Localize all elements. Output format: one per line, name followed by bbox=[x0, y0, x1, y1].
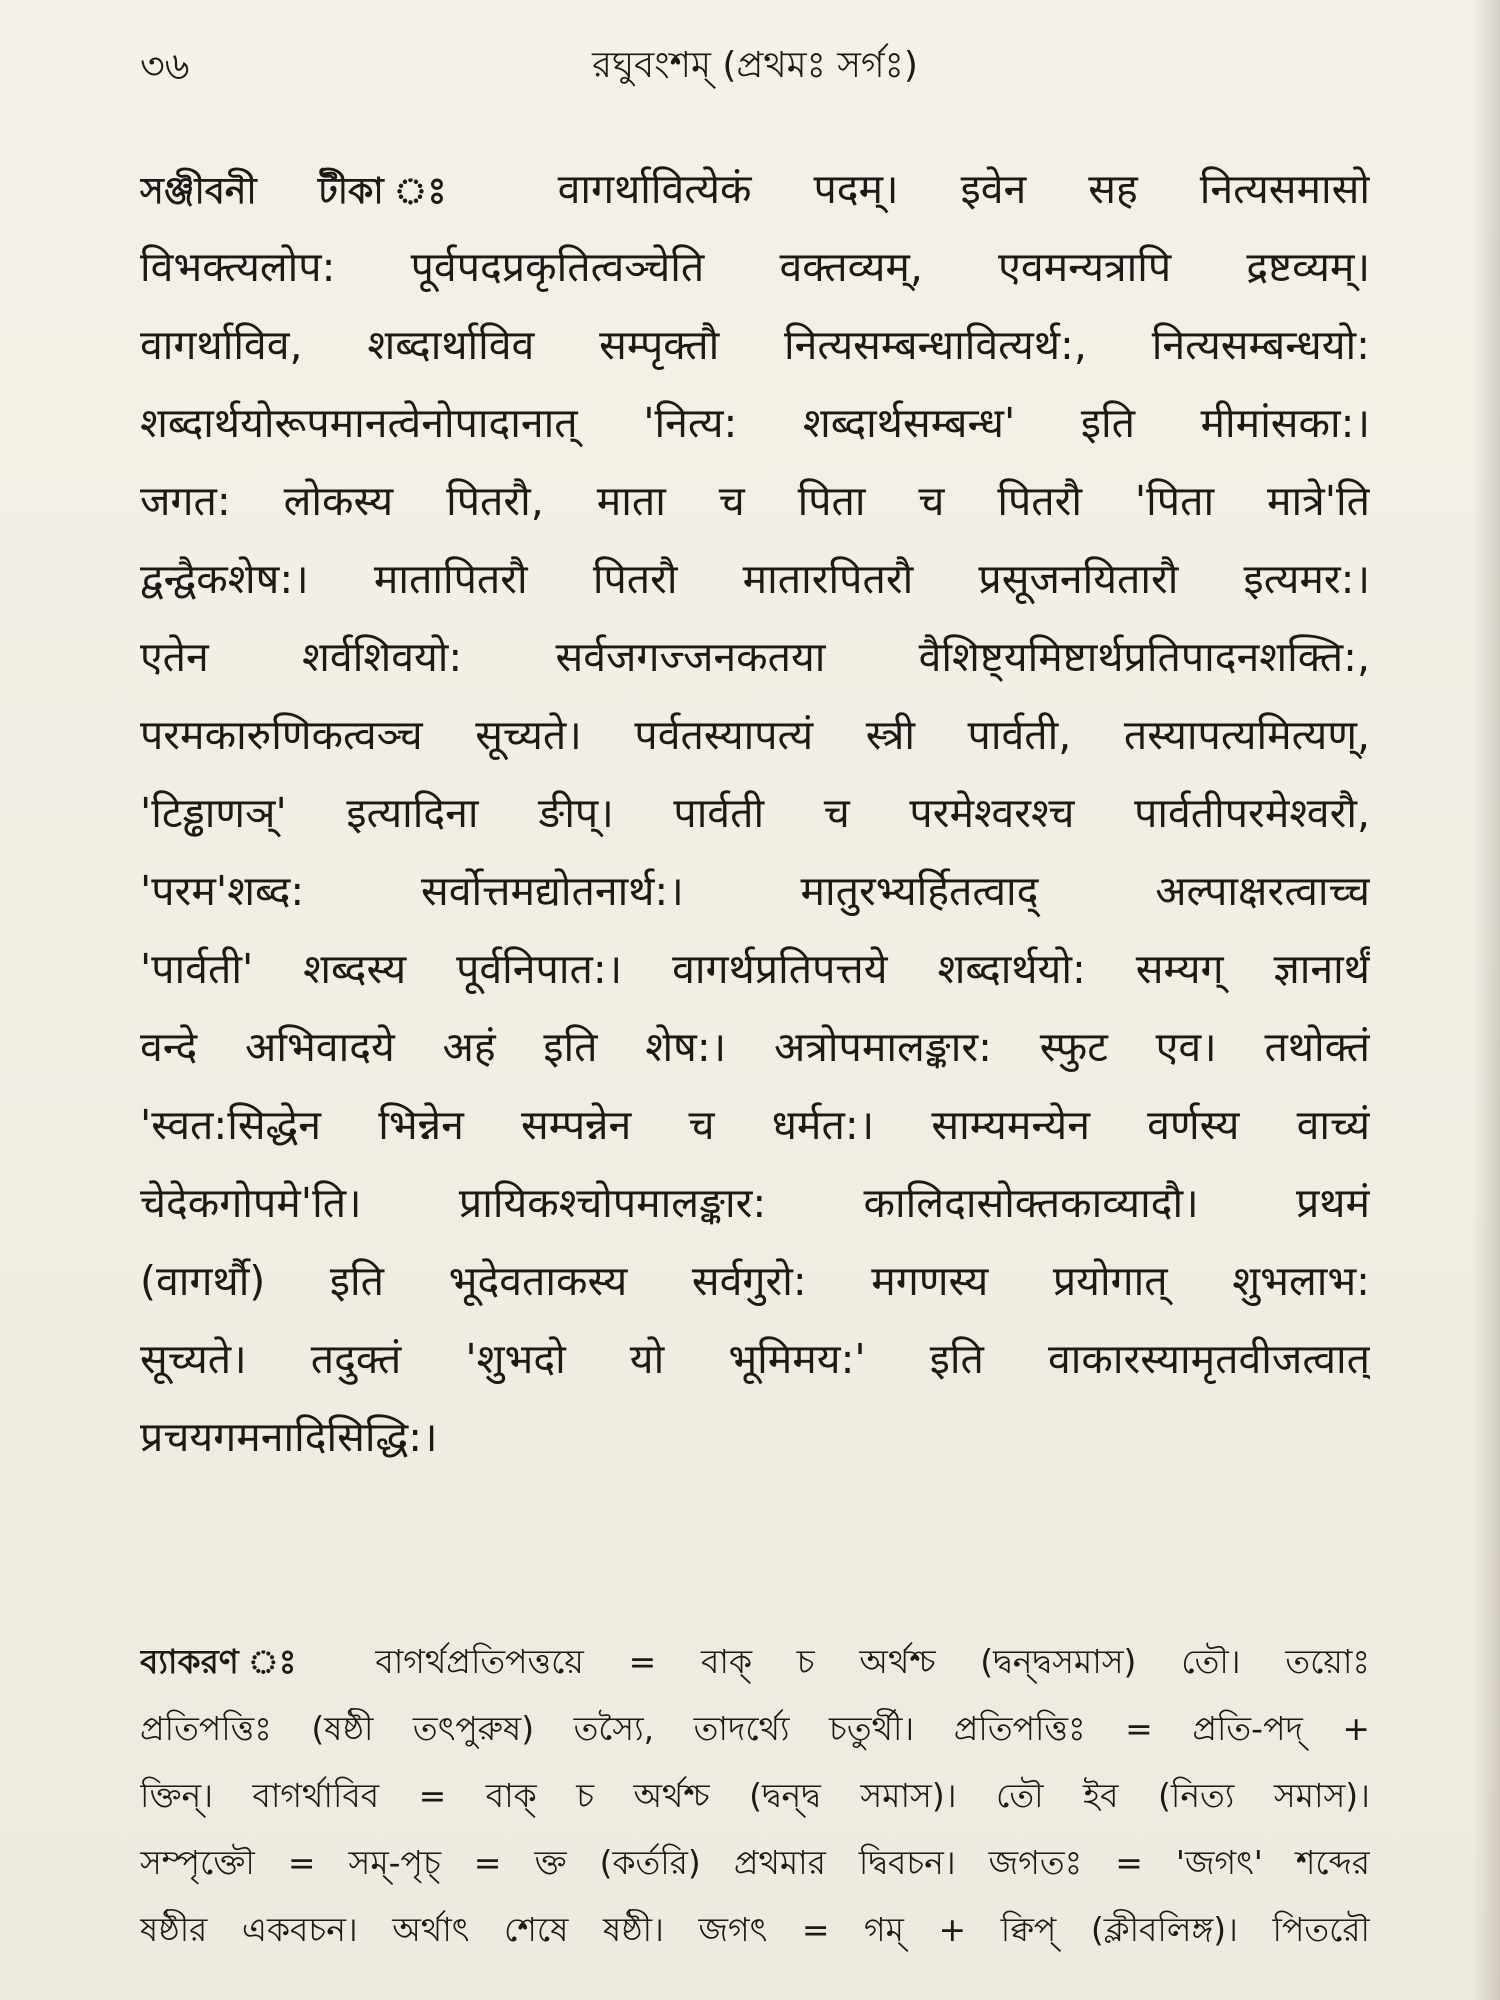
commentary-first-line-text: वागर्थावित्येकं पदम्। इवेन सह नित्यसमासो bbox=[495, 165, 1370, 213]
grammar-first-line-text: বাগর্থপ্রতিপত্তয়ে = বাক্ চ অর্থশ্চ (দ্বন্দ্বসমাস) তৌ। তয়োঃ bbox=[330, 1642, 1370, 1681]
grammar-line: সম্পৃক্তৌ = সম্-পৃচ্ = ক্ত (কর্তরি) প্রথমার দ্বিবচন। জগতঃ = 'জগৎ' শব্দের bbox=[140, 1843, 1370, 1882]
running-head: রঘুবংশম্ (প্রথমঃ সর্গঃ) bbox=[592, 45, 918, 86]
page-header bbox=[140, 36, 1370, 96]
page-gutter-shadow bbox=[1472, 0, 1500, 2000]
grammar-line: ষষ্ঠীর একবচন। অর্থাৎ শেষে ষষ্ঠী। জগৎ = গম্ + ক্বিপ্ (ক্লীবলিঙ্গ)। পিতরৌ bbox=[140, 1910, 1370, 1949]
grammar-line: ক্তিন্। বাগর্থাবিব = বাক্ চ অর্থশ্চ (দ্বন্দ্ব সমাস)। তৌ ইব (নিত্য সমাস)। bbox=[140, 1776, 1370, 1815]
commentary-line: 'परम'शब्द: सर्वोत्तमद्योतनार्थ:। मातुरभ्यर्हितत्वाद् अल्पाक्षरत्वाच्च bbox=[140, 867, 1370, 915]
commentary-line: शब्दार्थयोरूपमानत्वेनोपादानात् 'नित्य: शब्दार्थसम्बन्ध' इति मीमांसका:। bbox=[140, 399, 1370, 447]
commentary-line: द्वन्द्वैकशेष:। मातापितरौ पितरौ मातारपितरौ प्रसूजनयितारौ इत्यमर:। bbox=[140, 555, 1370, 603]
commentary-line: विभक्त्यलोप: पूर्वपदप्रकृतित्वञ्चेति वक्तव्यम्, एवमन्यत्रापि द्रष्टव्यम्। bbox=[140, 243, 1370, 291]
commentary-line: चेदेकगोपमे'ति। प्रायिकश्चोपमालङ्कार: कालिदासोक्तकाव्यादौ। प्रथमं bbox=[140, 1179, 1370, 1227]
grammar-line: প্রতিপত্তিঃ (ষষ্ঠী তৎপুরুষ) তস্যৈ, তাদর্থ্যে চতুর্থী। প্রতিপত্তিঃ = প্রতি-পদ্ + bbox=[140, 1709, 1370, 1748]
commentary-line: प्रचयगमनादिसिद्धि:। bbox=[140, 1413, 438, 1461]
commentary-label: সঞ্জীবনী টীকা ঃ bbox=[140, 171, 496, 212]
commentary-line: (वागर्थौ) इति भूदेवताकस्य सर्वगुरो: मगणस्य प्रयोगात् शुभलाभ: bbox=[140, 1257, 1370, 1305]
commentary-line: सूच्यते। तदुक्तं 'शुभदो यो भूमिमय:' इति वाकारस्यामृतवीजत्वात् bbox=[140, 1335, 1370, 1383]
commentary-line: 'पार्वती' शब्दस्य पूर्वनिपात:। वागर्थप्रतिपत्तये शब्दार्थयो: सम्यग् ज्ञानार्थं bbox=[140, 945, 1370, 993]
commentary-line: जगत: लोकस्य पितरौ, माता च पिता च पितरौ 'पिता मात्रे'ति bbox=[140, 477, 1370, 525]
commentary-line: 'टिड्ढाणञ्' इत्यादिना ङीप्। पार्वती च परमेश्वरश्च पार्वतीपरमेश्वरौ, bbox=[140, 789, 1370, 837]
commentary-line bbox=[140, 150, 1370, 228]
page-number: ৩৬ bbox=[140, 44, 190, 88]
commentary-line: वागर्थाविव, शब्दार्थाविव सम्पृक्तौ नित्यसम्बन्धावित्यर्थ:, नित्यसम्बन्धयो: bbox=[140, 321, 1370, 369]
commentary-line: एतेन शर्वशिवयो: सर्वजगज्जनकतया वैशिष्ट्यमिष्टार्थप्रतिपादनशक्ति:, bbox=[140, 633, 1370, 681]
grammar-label: ব্যাকরণ ঃ bbox=[140, 1642, 331, 1681]
commentary-line: वन्दे अभिवादये अहं इति शेष:। अत्रोपमालङ्कार: स्फुट एव। तथोक्तं bbox=[140, 1023, 1370, 1071]
sanjivani-commentary bbox=[140, 150, 1370, 1476]
grammar-notes bbox=[140, 1628, 1370, 1963]
grammar-line bbox=[140, 1628, 1370, 1695]
commentary-line: 'स्वत:सिद्धेन भिन्नेन सम्पन्नेन च धर्मत:। साम्यमन्येन वर्णस्य वाच्यं bbox=[140, 1101, 1370, 1149]
commentary-line: परमकारुणिकत्वञ्च सूच्यते। पर्वतस्यापत्यं स्त्री पार्वती, तस्यापत्यमित्यण्, bbox=[140, 711, 1370, 759]
